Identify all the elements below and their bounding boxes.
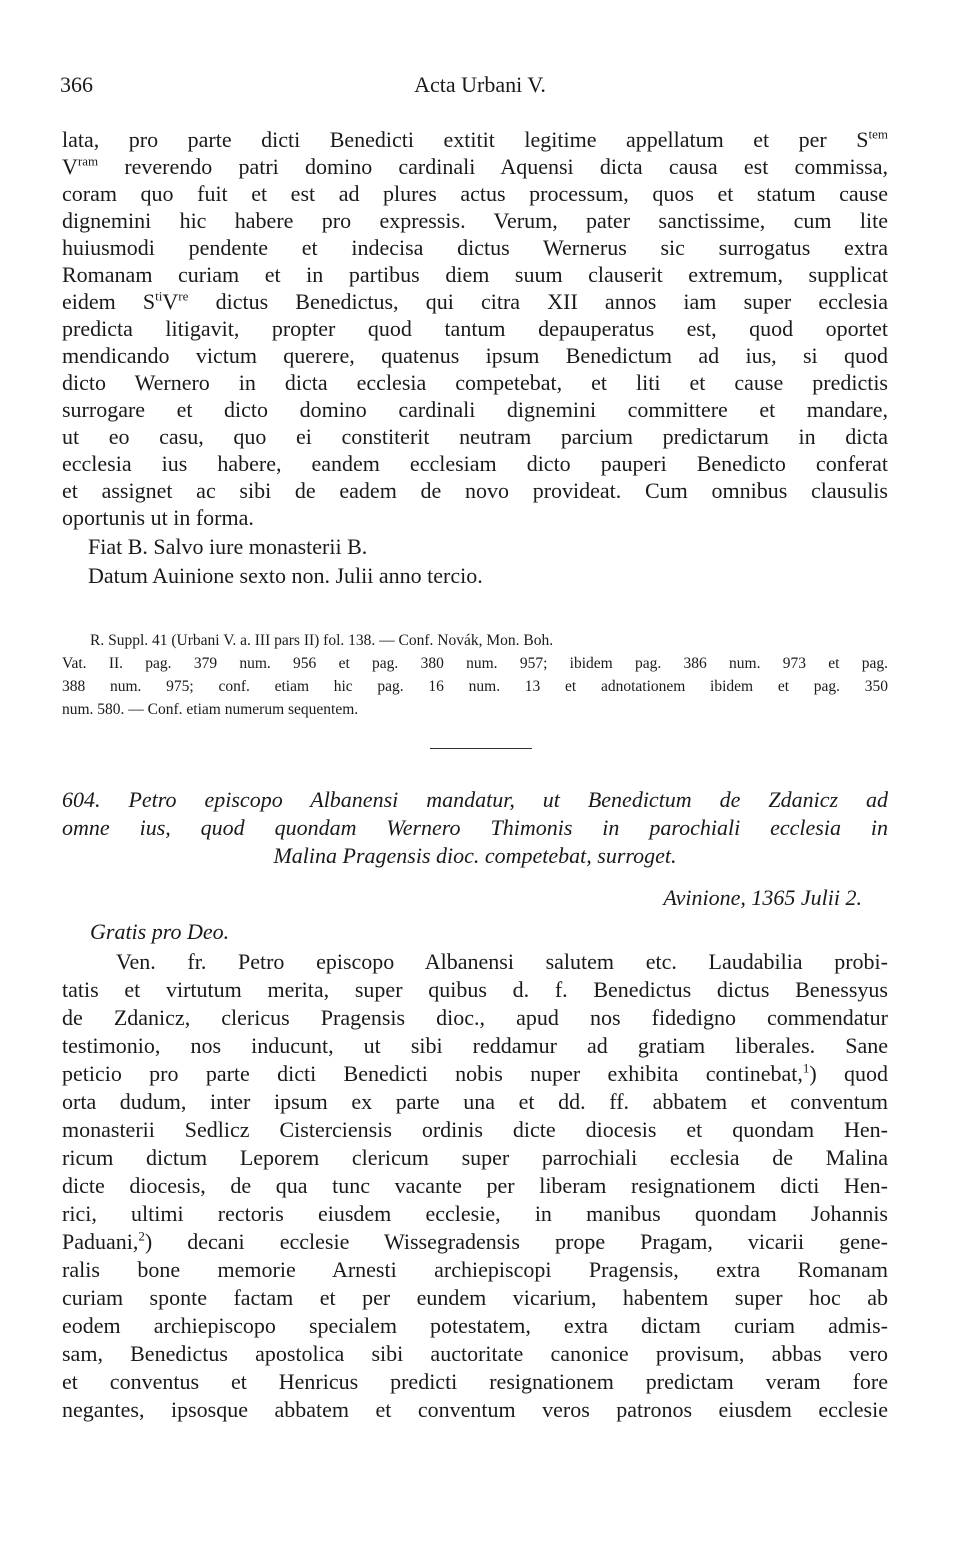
text-line: sam, Benedictus apostolica sibi auctoritate canonice provisum, abbas vero	[62, 1341, 888, 1366]
page-header	[60, 72, 900, 102]
text-line: Ven. fr. Petro episcopo Albanensi salutem etc. Laudabilia probi-	[116, 949, 888, 974]
text-line: eidem $S^{ti}Vre$ dictus Benedictus, qui citra XII annos iam super ecclesia	[62, 288, 888, 314]
fiat-line: Fiat B. Salvo iure monasterii B.	[88, 534, 368, 559]
text-line: coram quo fuit et est ad plures actus processum, quos et statum cause	[62, 181, 888, 206]
text-line: ut eo casu, quo ei constiterit neutram parcium predictarum in dicta	[62, 424, 888, 449]
text-line: peticio pro parte dicti Benedicti nobis nuper exhibita continebat,$^1$) quod	[62, 1060, 889, 1086]
entry-summary-line: Malina Pragensis dioc. competebat, surroget.	[273, 843, 677, 868]
footnote-line: R. Suppl. 41 (Urbani V. a. III pars II) fol. 138. — Conf. Novák, Mon. Boh.	[90, 632, 554, 649]
footnote-line: num. 580. — Conf. etiam numerum sequentem.	[62, 701, 359, 718]
section-divider	[430, 748, 532, 749]
text-line: curiam sponte factam et per eundem vicarium, habentem super hoc ab	[62, 1285, 888, 1310]
text-line: testimonio, nos inducunt, ut sibi reddamur ad gratiam liberales. Sane	[62, 1033, 888, 1058]
text-line: dicte diocesis, de qua tunc vacante per liberam resignationem dicti Hen-	[62, 1173, 888, 1198]
text-line: dicto Wernero in dicta ecclesia competebat, et liti et cause predictis	[62, 370, 888, 395]
text-line: ralis bone memorie Arnesti archiepiscopi Pragensis, extra Romanam	[62, 1257, 888, 1282]
text-line: et conventus et Henricus predicti resignationem predictam veram fore	[62, 1369, 888, 1394]
running-title: Acta Urbani V.	[414, 72, 546, 97]
text-line: ecclesia ius habere, eandem ecclesiam dicto pauperi Benedicto conferat	[62, 451, 888, 476]
place-date: Avinione, 1365 Julii 2.	[663, 885, 862, 910]
footnote-ref: 2	[138, 1228, 145, 1244]
footnote-line: 388 num. 975; conf. etiam hic pag. 16 num. 13 et adnotationem ibidem et pag. 350	[62, 678, 888, 695]
text-line: lata, pro parte dicti Benedicti extitit legitime appellatum et per $S^{tem}$	[62, 126, 888, 152]
text-line: et assignet ac sibi de eadem de novo provideat. Cum omnibus clausulis	[62, 478, 888, 503]
entry-heading: 604. Petro episcopo Albanensi mandatur, ut Benedictum de Zdanicz ad	[62, 787, 889, 812]
datum-line: Datum Auinione sexto non. Julii anno tercio.	[88, 563, 483, 588]
text-line: tatis et virtutum merita, super quibus d. f. Benedictus dictus Benessyus	[62, 977, 888, 1002]
text-line: predicta litigavit, propter quod tantum depauperatus est, quod oportet	[62, 316, 888, 341]
text-line: mendicando victum querere, quatenus ipsum Benedictum ad ius, si quod	[62, 343, 888, 368]
footnote-line: Vat. II. pag. 379 num. 956 et pag. 380 num. 957; ibidem pag. 386 num. 973 et pag.	[62, 655, 888, 672]
gratis-note: Gratis pro Deo.	[90, 919, 230, 944]
entry-summary-line: omne ius, quod quondam Wernero Thimonis in parochiali ecclesia in	[62, 815, 888, 840]
text-line: negantes, ipsosque abbatem et conventum veros patronos eiusdem ecclesie	[62, 1397, 888, 1422]
text-line: ricum dictum Leporem clericum super parrochiali ecclesia de Malina	[62, 1145, 888, 1170]
text-line: eodem archiepiscopo specialem potestatem, extra dictam curiam admis-	[62, 1313, 888, 1338]
footnote-ref: 1	[802, 1060, 810, 1076]
text-line: orta dudum, inter ipsum ex parte una et dd. ff. abbatem et conventum	[62, 1089, 888, 1114]
text-line: surrogare et dicto domino cardinali dignemini committere et mandare,	[62, 397, 888, 422]
text-line: Romanam curiam et in partibus diem suum clauserit extremum, supplicat	[62, 262, 888, 287]
text-line: dignemini hic habere pro expressis. Verum, pater sanctissime, cum lite	[62, 208, 888, 233]
entry-number: 604.	[62, 787, 101, 812]
text-line: Paduani,$^2$) decani ecclesie Wissegradensis prope Pragam, vicarii gene-	[62, 1228, 888, 1254]
text-line: de Zdanicz, clericus Pragensis dioc., apud nos fidedigno commendatur	[62, 1005, 888, 1030]
text-line: $V^{ram}$ reverendo patri domino cardinali Aquensi dicta causa est commissa,	[62, 153, 889, 179]
text-line: rici, ultimi rectoris eiusdem ecclesie, in manibus quondam Johannis	[62, 1201, 888, 1226]
text-line: huiusmodi pendente et indecisa dictus Wernerus sic surrogatus extra	[62, 235, 888, 260]
text-line: monasterii Sedlicz Cisterciensis ordinis dicte diocesis et quondam Hen-	[62, 1117, 888, 1142]
page-number: 366	[60, 72, 93, 97]
text-line: oportunis ut in forma.	[62, 505, 254, 530]
